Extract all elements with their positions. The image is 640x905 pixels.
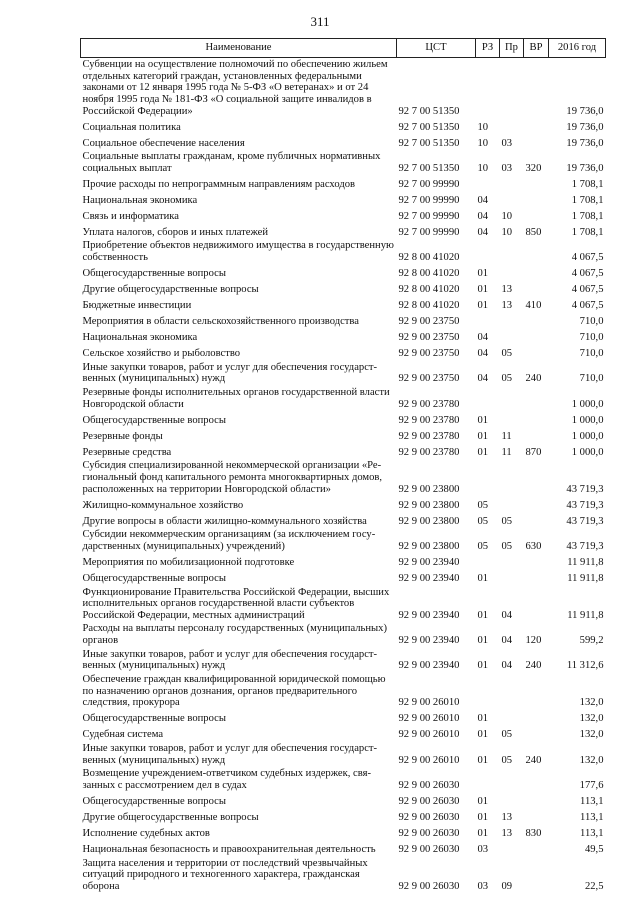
table-row: [81, 411, 606, 427]
row-pr: [500, 710, 524, 726]
row-name: Национальная экономика: [82, 194, 198, 206]
table-row: [81, 570, 606, 586]
row-vr: [524, 841, 549, 857]
row-vr: [524, 345, 549, 361]
row-vr: [524, 207, 549, 223]
row-pr: [500, 496, 524, 512]
row-name: Иные закупки товаров, работ и услуг для обеспечения государственных (муниципальных) нужд: [82, 648, 378, 672]
row-rz: 04: [477, 332, 489, 344]
row-pr: [500, 58, 524, 119]
row-pr: 04: [501, 609, 513, 621]
row-amount: 4 067,5: [571, 300, 604, 312]
row-pr: 11: [501, 446, 512, 458]
row-vr: [524, 281, 549, 297]
row-vr: 120: [525, 635, 542, 647]
row-vr: [524, 554, 549, 570]
row-vr: [524, 239, 549, 264]
row-amount: 113,1: [580, 827, 604, 839]
table-row: [81, 443, 606, 459]
header-rz: РЗ: [476, 39, 500, 58]
header-name: Наименование: [81, 39, 397, 58]
row-pr: 13: [501, 811, 513, 823]
table-row: [81, 191, 606, 207]
row-code: 92 9 00 23780: [398, 414, 460, 426]
row-rz: [476, 386, 500, 411]
row-name: Жилищно-коммунальное хозяйство: [82, 499, 244, 511]
row-amount: 43 719,3: [566, 515, 604, 527]
row-pr: [500, 793, 524, 809]
row-code: 92 9 00 26010: [398, 754, 460, 766]
table-row: [81, 313, 606, 329]
row-name: Функционирование Правительства Российской Федерации, высших исполнительных органов государственной власти субъектов Российской Федерации, местных администраций: [82, 586, 390, 621]
row-pr: [500, 459, 524, 496]
table-row: [81, 223, 606, 239]
row-amount: 19 736,0: [566, 121, 604, 133]
row-rz: 05: [477, 499, 489, 511]
row-rz: [476, 459, 500, 496]
row-pr: [500, 118, 524, 134]
row-code: 92 9 00 23780: [398, 430, 460, 442]
row-amount: 1 000,0: [571, 446, 604, 458]
row-name: Социальные выплаты гражданам, кроме публичных нормативных социальных выплат: [82, 151, 381, 174]
row-pr: [500, 191, 524, 207]
row-rz: 01: [477, 754, 489, 766]
row-vr: [524, 118, 549, 134]
row-name: Возмещение учреждением-ответчиком судебных издержек, связанных с рассмотрением дел в судах: [82, 768, 372, 791]
row-pr: 03: [501, 162, 513, 174]
row-rz: 03: [477, 880, 489, 892]
row-code: 92 7 00 51350: [398, 137, 460, 149]
row-amount: 177,6: [579, 779, 604, 791]
row-pr: 05: [501, 754, 513, 766]
row-vr: 410: [525, 300, 542, 312]
row-amount: 11 911,8: [567, 572, 604, 584]
table-row: [81, 742, 606, 767]
row-name: Национальная экономика: [82, 332, 198, 344]
row-pr: 05: [501, 348, 513, 360]
row-amount: 132,0: [579, 713, 604, 725]
row-code: 92 9 00 23780: [398, 446, 460, 458]
row-name: Общегосударственные вопросы: [82, 414, 226, 426]
row-pr: 05: [501, 540, 513, 552]
row-pr: 09: [501, 880, 513, 892]
row-vr: [524, 175, 549, 191]
header-vr: ВР: [524, 39, 549, 58]
row-code: 92 9 00 23780: [398, 398, 460, 410]
row-rz: 01: [477, 268, 489, 280]
row-name: Резервные фонды исполнительных органов государственной власти Новгородской области: [82, 387, 390, 410]
row-code: 92 9 00 23800: [398, 483, 460, 495]
row-rz: 01: [477, 729, 489, 741]
table-row: [81, 58, 606, 119]
row-vr: [524, 191, 549, 207]
row-amount: 1 000,0: [571, 414, 604, 426]
row-rz: [476, 239, 500, 264]
row-pr: 04: [501, 635, 513, 647]
row-amount: 4 067,5: [571, 284, 604, 296]
row-code: 92 9 00 26030: [398, 880, 460, 892]
row-name: Резервные средства: [82, 446, 172, 458]
row-vr: 240: [525, 373, 542, 385]
row-vr: [524, 459, 549, 496]
row-amount: 599,2: [579, 635, 604, 647]
row-rz: 04: [477, 194, 489, 206]
row-rz: [476, 175, 500, 191]
table-body: [81, 58, 606, 894]
row-rz: 10: [477, 137, 489, 149]
row-amount: 710,0: [579, 332, 604, 344]
row-code: 92 7 00 51350: [398, 121, 460, 133]
row-name: Связь и информатика: [82, 210, 179, 222]
row-pr: 10: [501, 226, 513, 238]
row-vr: [524, 411, 549, 427]
table-row: [81, 118, 606, 134]
row-pr: 13: [501, 300, 513, 312]
row-name: Субсидия специализированной некоммерческой организации «Региональный фонд капитального ремонта многоквартирных домов, расположенных на территории Новгородской области»: [82, 460, 383, 495]
row-vr: [524, 58, 549, 119]
row-vr: [524, 793, 549, 809]
row-rz: 01: [477, 572, 489, 584]
row-rz: 03: [477, 843, 489, 855]
row-rz: 01: [477, 414, 489, 426]
row-name: Защита населения и территории от последствий чрезвычайных ситуаций природного и техногенного характера, гражданская оборона: [82, 857, 368, 892]
row-amount: 113,1: [580, 811, 604, 823]
table-row: [81, 496, 606, 512]
row-amount: 4 067,5: [571, 252, 604, 264]
row-amount: 43 719,3: [566, 483, 604, 495]
row-amount: 710,0: [579, 316, 604, 328]
row-amount: 11 911,8: [567, 609, 604, 621]
row-rz: 01: [477, 795, 489, 807]
row-amount: 11 312,6: [566, 660, 604, 672]
row-vr: [524, 496, 549, 512]
row-code: 92 7 00 51350: [398, 105, 460, 117]
row-code: 92 9 00 23800: [398, 515, 460, 527]
row-code: 92 9 00 26030: [398, 827, 460, 839]
row-code: 92 9 00 26030: [398, 843, 460, 855]
row-rz: 04: [477, 373, 489, 385]
header-pr: Пр: [500, 39, 524, 58]
row-code: 92 9 00 26010: [398, 697, 460, 709]
header-amount: 2016 год: [549, 39, 606, 58]
table-row: [81, 345, 606, 361]
table-row: [81, 281, 606, 297]
row-name: Другие вопросы в области жилищно-коммунального хозяйства: [82, 515, 367, 527]
table-row: [81, 175, 606, 191]
row-rz: 01: [477, 609, 489, 621]
table-row: [81, 841, 606, 857]
table-row: [81, 528, 606, 553]
row-pr: 13: [501, 827, 513, 839]
row-name: Социальная политика: [82, 121, 181, 133]
row-pr: 03: [501, 137, 513, 149]
row-name: Иные закупки товаров, работ и услуг для обеспечения государственных (муниципальных) нужд: [82, 361, 378, 385]
budget-table: [80, 38, 606, 893]
row-vr: [524, 570, 549, 586]
row-vr: [524, 134, 549, 150]
row-pr: [500, 313, 524, 329]
row-pr: [500, 841, 524, 857]
row-amount: 1 000,0: [571, 430, 604, 442]
row-rz: 01: [477, 713, 489, 725]
row-amount: 1 000,0: [571, 398, 604, 410]
row-rz: 04: [477, 226, 489, 238]
table-row: [81, 207, 606, 223]
row-vr: [524, 809, 549, 825]
row-code: 92 9 00 23940: [398, 609, 460, 621]
row-code: 92 9 00 23940: [398, 660, 460, 672]
row-name: Прочие расходы по непрограммным направлениям расходов: [82, 178, 356, 190]
row-rz: [476, 767, 500, 792]
row-name: Другие общегосударственные вопросы: [82, 284, 259, 296]
row-vr: [524, 857, 549, 894]
row-pr: 05: [501, 729, 513, 741]
row-name: Мероприятия в области сельскохозяйственного производства: [82, 316, 359, 328]
row-vr: 240: [525, 660, 542, 672]
row-amount: 710,0: [579, 348, 604, 360]
row-code: 92 9 00 26030: [398, 795, 460, 807]
table-row: [81, 622, 606, 647]
row-code: 92 9 00 23800: [398, 499, 460, 511]
row-vr: 240: [525, 754, 542, 766]
table-row: [81, 134, 606, 150]
row-pr: 05: [501, 515, 513, 527]
header-code: ЦСТ: [397, 39, 476, 58]
row-amount: 43 719,3: [566, 499, 604, 511]
table-row: [81, 648, 606, 673]
row-pr: 11: [501, 430, 512, 442]
row-vr: [524, 329, 549, 345]
row-rz: 01: [477, 635, 489, 647]
row-pr: [500, 673, 524, 710]
row-name: Резервные фонды: [82, 430, 163, 442]
row-rz: 01: [477, 430, 489, 442]
row-vr: 850: [525, 226, 542, 238]
row-code: 92 8 00 41020: [398, 252, 460, 264]
row-vr: [524, 313, 549, 329]
row-code: 92 8 00 41020: [398, 284, 460, 296]
row-name: Сельское хозяйство и рыболовство: [82, 348, 241, 360]
row-code: 92 9 00 26010: [398, 713, 460, 725]
row-vr: [524, 512, 549, 528]
row-code: 92 9 00 26030: [398, 779, 460, 791]
row-amount: 1 708,1: [571, 194, 604, 206]
table-row: [81, 586, 606, 623]
row-name: Общегосударственные вопросы: [82, 268, 226, 280]
row-rz: 01: [477, 284, 489, 296]
row-code: 92 9 00 23750: [398, 316, 460, 328]
row-pr: 13: [501, 284, 513, 296]
row-code: 92 9 00 23750: [398, 373, 460, 385]
row-name: Общегосударственные вопросы: [82, 713, 226, 725]
row-code: 92 9 00 23800: [398, 540, 460, 552]
row-amount: 11 911,8: [567, 556, 604, 568]
row-name: Субсидии некоммерческим организациям (за исключением государственных (муниципальных) учреждений): [82, 529, 376, 552]
row-pr: [500, 329, 524, 345]
row-code: 92 9 00 26010: [398, 729, 460, 741]
row-amount: 113,1: [580, 795, 604, 807]
row-name: Исполнение судебных актов: [82, 827, 210, 839]
table-row: [81, 329, 606, 345]
row-vr: [524, 767, 549, 792]
row-name: Судебная система: [82, 729, 164, 741]
table-row: [81, 239, 606, 264]
row-amount: 710,0: [579, 373, 604, 385]
row-rz: 04: [477, 210, 489, 222]
row-vr: 830: [525, 827, 542, 839]
row-name: Мероприятия по мобилизационной подготовке: [82, 556, 295, 568]
row-vr: 320: [525, 162, 542, 174]
row-name: Иные закупки товаров, работ и услуг для обеспечения государственных (муниципальных) нужд: [82, 742, 378, 766]
table-row: [81, 361, 606, 386]
row-rz: 05: [477, 540, 489, 552]
row-pr: [500, 554, 524, 570]
row-code: 92 7 00 99990: [398, 210, 460, 222]
table-row: [81, 793, 606, 809]
row-rz: 10: [477, 162, 489, 174]
row-pr: [500, 175, 524, 191]
row-rz: 01: [477, 300, 489, 312]
row-amount: 19 736,0: [566, 162, 604, 174]
row-code: 92 9 00 23750: [398, 348, 460, 360]
table-row: [81, 673, 606, 710]
table-row: [81, 554, 606, 570]
row-amount: 132,0: [579, 729, 604, 741]
row-code: 92 8 00 41020: [398, 268, 460, 280]
row-amount: 132,0: [579, 697, 604, 709]
row-code: 92 7 00 99990: [398, 178, 460, 190]
table-row: [81, 386, 606, 411]
row-pr: 10: [501, 210, 513, 222]
row-pr: [500, 265, 524, 281]
row-rz: 01: [477, 446, 489, 458]
row-code: 92 9 00 23750: [398, 332, 460, 344]
table-header-row: [81, 39, 606, 58]
row-rz: [476, 673, 500, 710]
row-amount: 22,5: [584, 880, 604, 892]
row-amount: 1 708,1: [571, 178, 604, 190]
table-row: [81, 459, 606, 496]
table-row: [81, 710, 606, 726]
row-vr: [524, 673, 549, 710]
row-pr: 04: [501, 660, 513, 672]
table-row: [81, 512, 606, 528]
row-name: Социальное обеспечение населения: [82, 137, 245, 149]
row-rz: 01: [477, 827, 489, 839]
row-amount: 1 708,1: [571, 210, 604, 222]
table-row: [81, 726, 606, 742]
row-name: Национальная безопасность и правоохранительная деятельность: [82, 843, 376, 855]
row-vr: [524, 265, 549, 281]
row-vr: [524, 586, 549, 623]
row-code: 92 7 00 51350: [398, 162, 460, 174]
row-amount: 43 719,3: [566, 540, 604, 552]
row-pr: [500, 239, 524, 264]
row-code: 92 9 00 23940: [398, 556, 460, 568]
row-code: 92 8 00 41020: [398, 300, 460, 312]
row-code: 92 7 00 99990: [398, 226, 460, 238]
table-row: [81, 825, 606, 841]
row-pr: [500, 386, 524, 411]
table-row: [81, 150, 606, 175]
row-name: Приобретение объектов недвижимого имущества в государственную собственность: [82, 240, 394, 264]
row-rz: [476, 58, 500, 119]
row-rz: 04: [477, 348, 489, 360]
row-pr: [500, 411, 524, 427]
row-name: Другие общегосударственные вопросы: [82, 811, 259, 823]
row-name: Обеспечение граждан квалифицированной юридической помощью по назначению органов дознания, органов предварительного следствия, прокурора: [82, 674, 386, 709]
row-rz: 10: [477, 121, 489, 133]
row-rz: 05: [477, 515, 489, 527]
row-vr: [524, 386, 549, 411]
row-vr: [524, 726, 549, 742]
row-code: 92 9 00 23940: [398, 572, 460, 584]
row-name: Субвенции на осуществление полномочий по обеспечению жильем отдельных категорий граждан, установленных федеральными законами от 12 января 1995 года № 5-ФЗ «О ветеранах» и от 24 ноября 1995 года № 181-ФЗ «О социальной защите инвалидов в Российской Федерации»: [82, 59, 388, 117]
row-name: Общегосударственные вопросы: [82, 795, 226, 807]
row-rz: [476, 554, 500, 570]
row-pr: 05: [501, 373, 513, 385]
table-row: [81, 265, 606, 281]
row-amount: 4 067,5: [571, 268, 604, 280]
row-code: 92 9 00 26030: [398, 811, 460, 823]
row-vr: 870: [525, 446, 542, 458]
row-name: Бюджетные инвестиции: [82, 300, 192, 312]
row-vr: [524, 710, 549, 726]
row-name: Общегосударственные вопросы: [82, 572, 226, 584]
page-number: 311: [310, 14, 330, 29]
row-amount: 1 708,1: [571, 226, 604, 238]
row-pr: [500, 570, 524, 586]
table-row: [81, 297, 606, 313]
row-code: 92 9 00 23940: [398, 635, 460, 647]
row-amount: 49,5: [584, 843, 604, 855]
row-name: Расходы на выплаты персоналу государственных (муниципальных) органов: [82, 623, 387, 647]
row-vr: [524, 427, 549, 443]
table-row: [81, 857, 606, 894]
table-row: [81, 767, 606, 792]
row-amount: 132,0: [579, 754, 604, 766]
table-row: [81, 427, 606, 443]
row-rz: 01: [477, 811, 489, 823]
row-rz: 01: [477, 660, 489, 672]
row-rz: [476, 313, 500, 329]
row-name: Уплата налогов, сборов и иных платежей: [82, 226, 269, 238]
table-row: [81, 809, 606, 825]
row-code: 92 7 00 99990: [398, 194, 460, 206]
row-pr: [500, 767, 524, 792]
row-vr: 630: [525, 540, 542, 552]
row-amount: 19 736,0: [566, 105, 604, 117]
row-amount: 19 736,0: [566, 137, 604, 149]
